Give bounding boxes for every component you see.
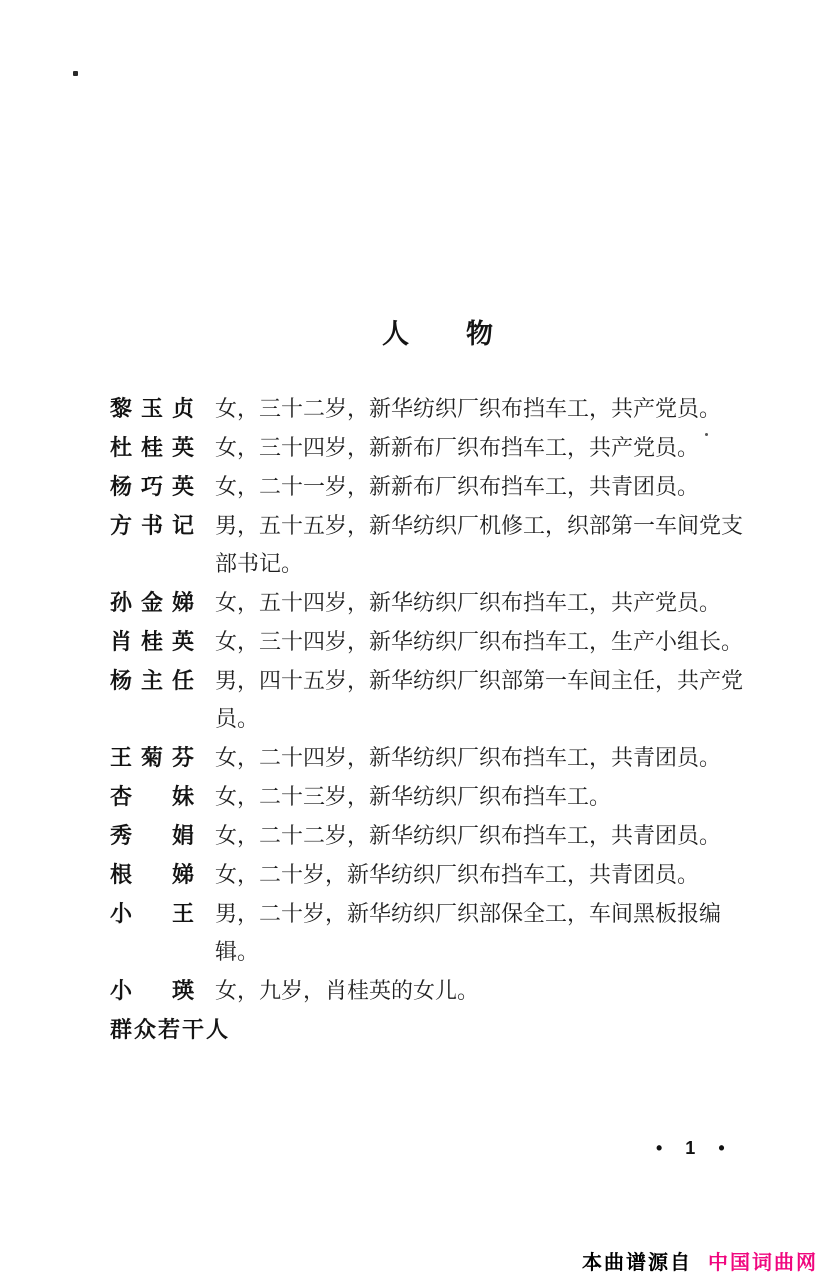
watermark-prefix: 本曲谱源自 [582,1252,692,1274]
character-description: 女，二十三岁，新华纺织厂织布挡车工。 [215,784,612,809]
page-number: • 1 • [656,1138,734,1158]
character-entry [110,778,758,816]
character-entry [110,662,758,738]
watermark-site: 中国词曲网 [708,1252,818,1274]
character-entry [110,972,758,1010]
character-list [110,390,758,1050]
character-name: 王菊芬 [110,745,194,770]
character-entry [110,856,758,894]
character-name: 杜桂英 [110,435,194,460]
character-name: 群众若干人 [110,1017,231,1042]
page-title: 人 物 [382,319,494,349]
character-name: 根 娣 [110,862,194,887]
character-name: 孙金娣 [110,590,194,615]
character-description: 男，二十岁，新华纺织厂织部保全工，车间黑板报编辑。 [215,901,722,964]
character-name: 小 王 [110,901,194,926]
character-description: 男，五十五岁，新华纺织厂机修工，织部第一车间党支部书记。 [215,513,744,576]
character-name: 方书记 [110,513,194,538]
character-description: 女，三十四岁，新新布厂织布挡车工，共产党员。 [215,435,700,460]
character-entry [110,507,758,583]
character-entry [110,623,758,661]
character-name: 秀 娟 [110,823,194,848]
scan-speck [705,433,708,436]
character-description: 女，九岁，肖桂英的女儿。 [215,978,480,1003]
character-entry [110,817,758,855]
character-description: 女，五十四岁，新华纺织厂织布挡车工，共产党员。 [215,590,722,615]
character-description: 女，三十四岁，新华纺织厂织布挡车工，生产小组长。 [215,629,744,654]
character-entry [110,739,758,777]
scan-speck [73,71,78,76]
character-description: 女，二十二岁，新华纺织厂织布挡车工，共青团员。 [215,823,722,848]
character-name: 肖桂英 [110,629,194,654]
character-name: 黎玉贞 [110,396,194,421]
character-entry [110,429,758,467]
watermark [582,1251,818,1275]
character-entry [110,390,758,428]
character-name: 杨巧英 [110,474,194,499]
character-name: 杨主任 [110,668,194,693]
character-entry [110,1011,758,1049]
character-description: 女，二十四岁，新华纺织厂织布挡车工，共青团员。 [215,745,722,770]
character-description: 女，二十岁，新华纺织厂织布挡车工，共青团员。 [215,862,700,887]
character-description: 男，四十五岁，新华纺织厂织部第一车间主任，共产党员。 [215,668,744,731]
character-name: 小 瑛 [110,978,194,1003]
character-description: 女，三十二岁，新华纺织厂织布挡车工，共产党员。 [215,396,722,421]
character-entry [110,468,758,506]
character-entry [110,584,758,622]
character-description: 女，二十一岁，新新布厂织布挡车工，共青团员。 [215,474,700,499]
character-entry [110,895,758,971]
character-name: 杏 妹 [110,784,194,809]
